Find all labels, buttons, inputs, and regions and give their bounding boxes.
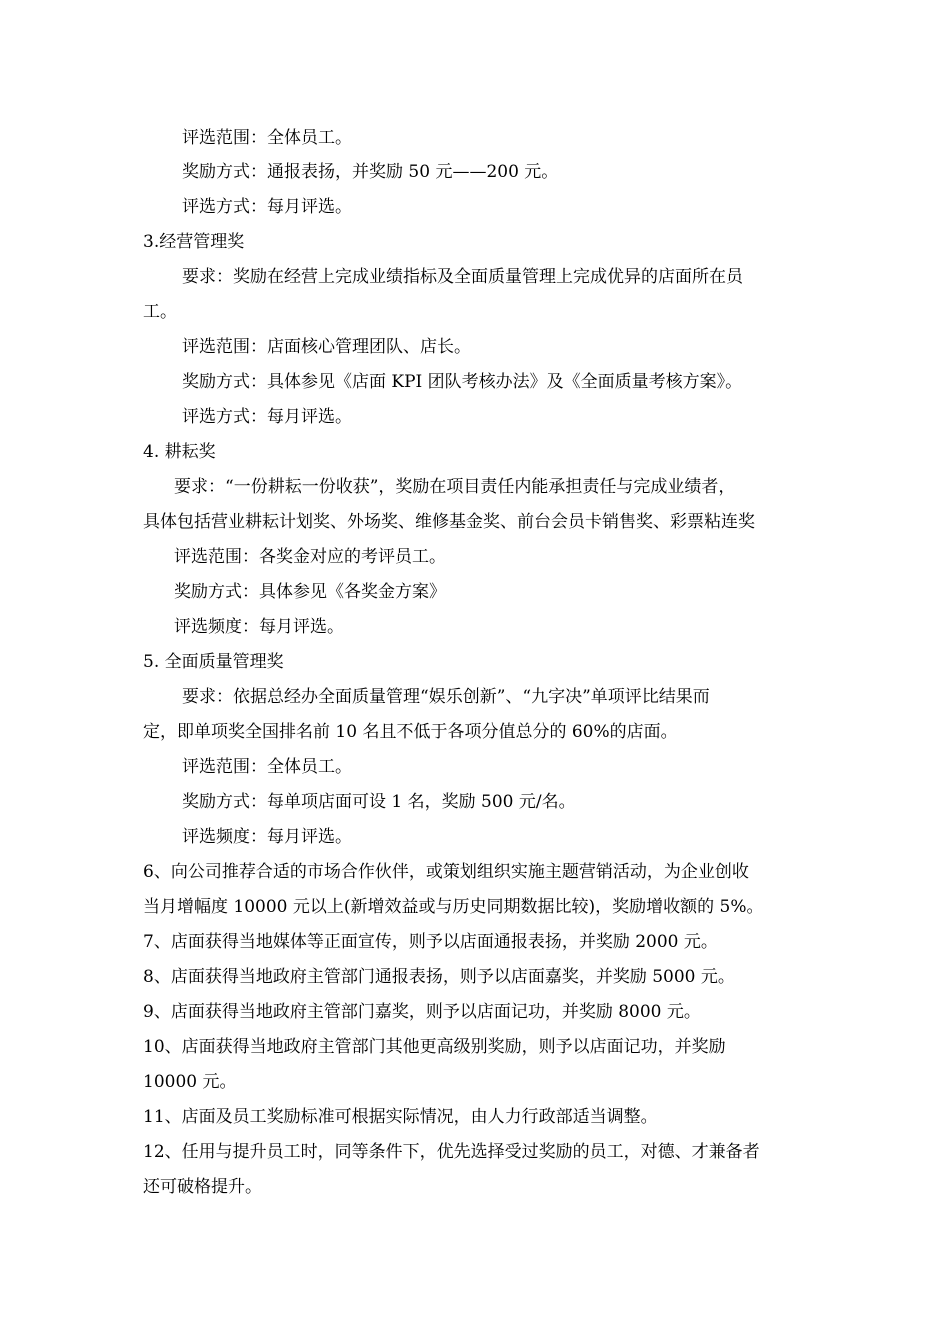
text-line: 11、店面及员工奖励标准可根据实际情况，由人力行政部适当调整。 [143,1107,658,1127]
text-line: 评选频度：每月评选。 [174,617,344,637]
text-line: 6、向公司推荐合适的市场合作伙伴，或策划组织实施主题营销活动，为企业创收 [143,862,749,882]
text-line: 10、店面获得当地政府主管部门其他更高级别奖励，则予以店面记功，并奖励 [143,1037,726,1057]
text-line: 还可破格提升。 [143,1177,262,1197]
text-line: 12、任用与提升员工时，同等条件下，优先选择受过奖励的员工，对德、才兼备者 [143,1142,760,1162]
text-line: 评选范围：全体员工。 [182,757,352,777]
text-line: 评选方式：每月评选。 [182,407,352,427]
section-heading: 5. 全面质量管理奖 [143,652,284,672]
section-heading: 4. 耕耘奖 [143,442,216,462]
text-line: 评选方式：每月评选。 [182,197,352,217]
text-line: 要求：依据总经办全面质量管理“娱乐创新”、“九字决”单项评比结果而 [182,687,710,707]
text-line: 7、店面获得当地媒体等正面宣传，则予以店面通报表扬，并奖励 2000 元。 [143,932,718,952]
text-line: 评选范围：各奖金对应的考评员工。 [174,547,446,567]
text-line: 要求：奖励在经营上完成业绩指标及全面质量管理上完成优异的店面所在员 [182,267,743,287]
text-line: 工。 [143,302,177,322]
text-line: 奖励方式：具体参见《店面 KPI 团队考核办法》及《全面质量考核方案》。 [182,372,743,392]
text-line: 评选范围：全体员工。 [182,128,352,148]
text-line: 9、店面获得当地政府主管部门嘉奖，则予以店面记功，并奖励 8000 元。 [143,1002,701,1022]
text-line: 奖励方式：每单项店面可设 1 名，奖励 500 元/名。 [182,792,576,812]
text-line: 具体包括营业耕耘计划奖、外场奖、维修基金奖、前台会员卡销售奖、彩票粘连奖 [143,512,755,532]
text-line: 奖励方式：具体参见《各奖金方案》 [174,582,446,602]
text-line: 评选范围：店面核心管理团队、店长。 [182,337,471,357]
text-line: 当月增幅度 10000 元以上(新增效益或与历史同期数据比较)，奖励增收额的 5%。 [143,897,764,917]
section-heading: 3.经营管理奖 [143,232,245,252]
text-line: 要求：“一份耕耘一份收获”，奖励在项目责任内能承担责任与完成业绩者， [174,477,736,497]
text-line: 评选频度：每月评选。 [182,827,352,847]
text-line: 8、店面获得当地政府主管部门通报表扬，则予以店面嘉奖，并奖励 5000 元。 [143,967,735,987]
text-line: 奖励方式：通报表扬，并奖励 50 元——200 元。 [182,162,559,182]
text-line: 定，即单项奖全国排名前 10 名且不低于各项分值总分的 60%的店面。 [143,722,678,742]
text-line: 10000 元。 [143,1072,237,1092]
